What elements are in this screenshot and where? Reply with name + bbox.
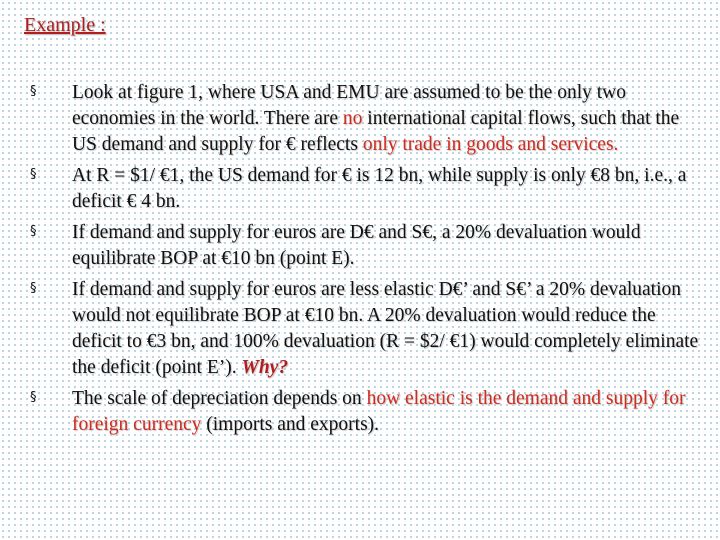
- bullet-item: [30, 277, 705, 381]
- bullet-item: [30, 220, 705, 272]
- highlighted-text: only trade in goods and services.: [362, 134, 619, 155]
- bullet-item: [30, 80, 705, 158]
- bullet-text: At R = $1/ €1, the US demand for € is 12 bn, while supply is only €8 bn, i.e., a deficit € 4 bn.: [72, 165, 687, 212]
- slide-title: Example :: [24, 14, 106, 36]
- bullet-marker-icon: §: [30, 224, 37, 239]
- bullet-text: If demand and supply for euros are D€ and S€, a 20% devaluation would equilibrate BOP at €10 bn (point E).: [72, 222, 641, 269]
- bullet-list: [30, 80, 705, 443]
- bullet-item: [30, 163, 705, 215]
- bullet-text: international capital flows, such that the US demand and supply for € reflects: [72, 108, 680, 155]
- bullet-marker-icon: §: [30, 84, 37, 99]
- bullet-text: If demand and supply for euros are less elastic D€’ and S€’ a 20% devaluation would not equilibrate BOP at €10 bn. A 20% devaluation would reduce the deficit to €3 bn, and 100% devaluation (R = $2/ €1) would completely eliminate the deficit (point E’).: [72, 279, 699, 378]
- bullet-text: (imports and exports).: [201, 414, 380, 435]
- highlighted-text: how elastic is the demand and supply for foreign currency: [72, 388, 686, 435]
- bullet-text: Look at figure 1, where USA and EMU are assumed to be the only two economies in the world. There are: [72, 82, 626, 129]
- why-question: Why?: [241, 357, 289, 378]
- bullet-text: The scale of depreciation depends on: [72, 388, 367, 409]
- bullet-marker-icon: §: [30, 281, 37, 296]
- bullet-marker-icon: §: [30, 167, 37, 182]
- bullet-marker-icon: §: [30, 390, 37, 405]
- highlighted-text: no: [342, 108, 363, 129]
- bullet-item: [30, 386, 705, 438]
